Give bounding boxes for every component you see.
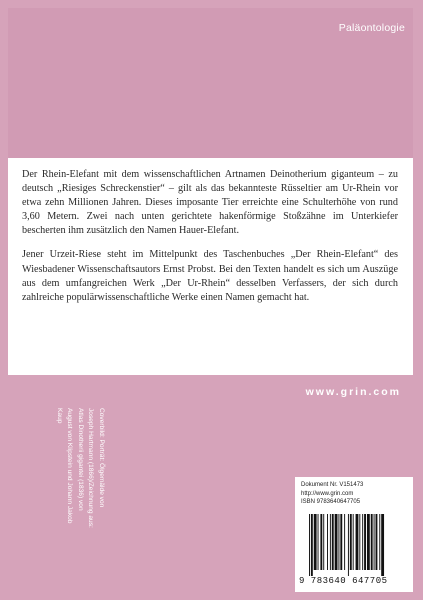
barcode-bar (350, 514, 352, 570)
barcode-bar (330, 514, 331, 570)
barcode-bar (344, 514, 345, 570)
barcode-bar (367, 514, 370, 570)
barcode-bar (379, 514, 380, 570)
barcode-bar (332, 514, 334, 570)
barcode-bar (314, 514, 317, 570)
barcode-bar (335, 514, 338, 570)
barcode-bar (318, 514, 319, 570)
barcode-bar (338, 514, 339, 570)
document-url: http://www.grin.com (301, 490, 354, 497)
barcode-bar (359, 514, 360, 570)
blurb-paragraph-2: Jener Urzeit-Riese steht im Mittelpunkt des Taschenbuches „Der Rhein-Elefant“ des Wiesbadener Wissenschaftsautors Ernst Probst. Bei den Texten handelt es sich um Auszüge aus dem umfangreichen Werk „Der Ur-Rhein“ desselben Verfassers, der sich durch zahlreiche populärwissenschaftliche Werke einen Namen gemacht hat. (22, 249, 398, 303)
barcode-box (295, 477, 413, 592)
category-label: Paläontologie (338, 22, 405, 34)
barcode-bar (371, 514, 373, 570)
barcode-bar (340, 514, 342, 570)
document-info (301, 481, 363, 507)
barcode-bar (362, 514, 363, 570)
barcode-bar (327, 514, 328, 570)
blurb-paragraph-1: Der Rhein-Elefant mit dem wissenschaftlichen Artnamen Deinotherium giganteum – zu deutsch „Riesiges Schreckenstier“ – gilt als das bekannteste Rüsseltier am Ur-Rhein vor etwa zehn Millionen Jahren. Dieses imposante Tier erreichte eine Schulterhöhe von rund 3,60 Metern. Zwei nach unten gerichtete hakenförmige Stoßzähne im Unterkiefer bescherten ihm zusätzlich den Namen Hauer-Elefant. (22, 169, 398, 237)
blurb-text (22, 168, 398, 315)
cover-credit-text: Coverbild: Porträt: Ölgemälde von Joseph Hartmann (1866)/Zeichnung aus: Atlas Dinotherii gigantei (1836) von August von Klipstein und Johann Jakob Kaup (56, 408, 105, 528)
barcode-bar (376, 514, 378, 570)
barcode-bar (323, 514, 324, 570)
document-number: Dokument Nr. V151473 (301, 482, 364, 488)
isbn-barcode-digits: 9 783640 647705 (299, 576, 388, 586)
barcode-bar (353, 514, 354, 570)
barcode-bar (381, 514, 384, 576)
barcode-bar (356, 514, 359, 570)
barcode-bar (348, 514, 349, 576)
barcode-bar (374, 514, 375, 570)
barcode-bar (320, 514, 322, 570)
publisher-url: www.grin.com (305, 386, 401, 398)
cover-credit (4, 408, 108, 562)
blurb-panel (8, 158, 413, 375)
document-isbn: ISBN 9783640647705 (301, 499, 361, 506)
barcode-bar (364, 514, 366, 570)
barcode-icon (307, 514, 407, 576)
barcode-bar (311, 514, 313, 576)
barcode-bar (309, 514, 310, 576)
